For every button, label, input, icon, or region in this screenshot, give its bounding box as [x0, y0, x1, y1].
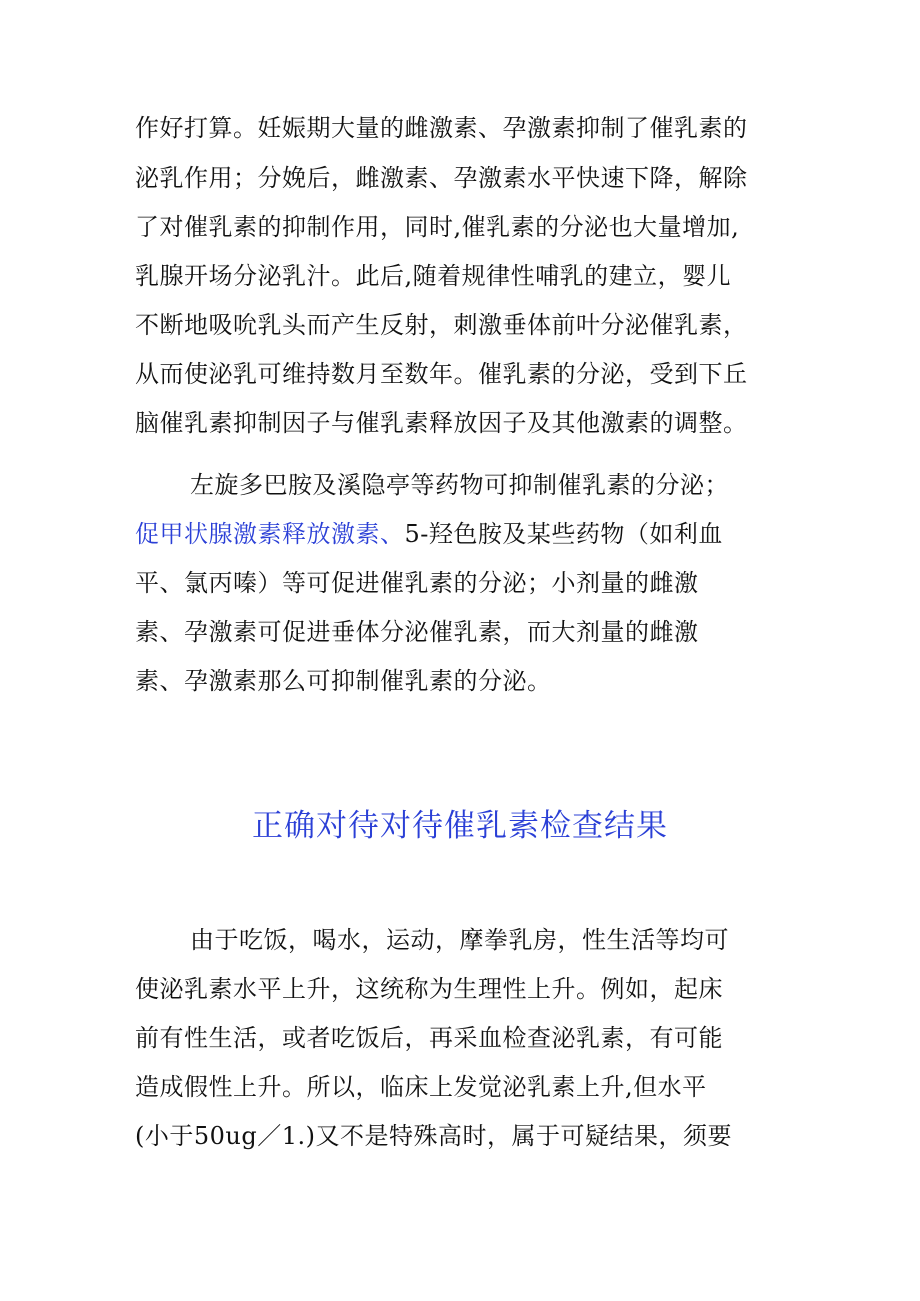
- trh-link[interactable]: 促甲状腺激素释放激素、: [135, 520, 405, 548]
- paragraph-line: 作好打算。妊娠期大量的雌激素、孕激素抑制了催乳素的: [135, 114, 748, 142]
- paragraph-line: 造成假性上升。所以，临床上发觉泌乳素上升,但水平: [135, 1073, 707, 1101]
- paragraph-line: 由于吃饭，喝水，运动，摩拳乳房，性生活等均可: [190, 926, 729, 954]
- paragraph-line: 了对催乳素的抑制作用，同时,催乳素的分泌也大量增加,: [135, 213, 740, 241]
- paragraph-line: 素、孕激素可促进垂体分泌催乳素，而大剂量的雌激: [135, 618, 699, 646]
- paragraph-line: 左旋多巴胺及溪隐亭等药物可抑制催乳素的分泌；: [190, 471, 729, 499]
- paragraph-line: 乳腺开场分泌乳汁。此后,随着规律性哺乳的建立，婴儿: [135, 262, 732, 290]
- section-heading: 正确对待对待催乳素检查结果: [252, 808, 668, 844]
- paragraph-line: (小于50ug／1.)又不是特殊高时，属于可疑结果，须要: [135, 1122, 732, 1150]
- paragraph-line: 前有性生活，或者吃饭后，再采血检查泌乳素，有可能: [135, 1024, 723, 1052]
- paragraph-line: 不断地吸吮乳头而产生反射，刺激垂体前叶分泌催乳素，: [135, 311, 748, 339]
- paragraph-line: 平、氯丙嗪）等可促进催乳素的分泌；小剂量的雌激: [135, 569, 699, 597]
- paragraph-line-rest: 5-羟色胺及某些药物（如利血: [404, 520, 723, 548]
- paragraph-line: 脑催乳素抑制因子与催乳素释放因子及其他激素的调整。: [135, 409, 748, 437]
- paragraph-line: [135, 519, 723, 549]
- paragraph-line: 从而使泌乳可维持数月至数年。催乳素的分泌，受到下丘: [135, 360, 748, 388]
- paragraph-line: 使泌乳素水平上升，这统称为生理性上升。例如，起床: [135, 975, 723, 1003]
- paragraph-line: 泌乳作用；分娩后，雌激素、孕激素水平快速下降，解除: [135, 164, 748, 192]
- paragraph-line: 素、孕激素那么可抑制催乳素的分泌。: [135, 667, 552, 695]
